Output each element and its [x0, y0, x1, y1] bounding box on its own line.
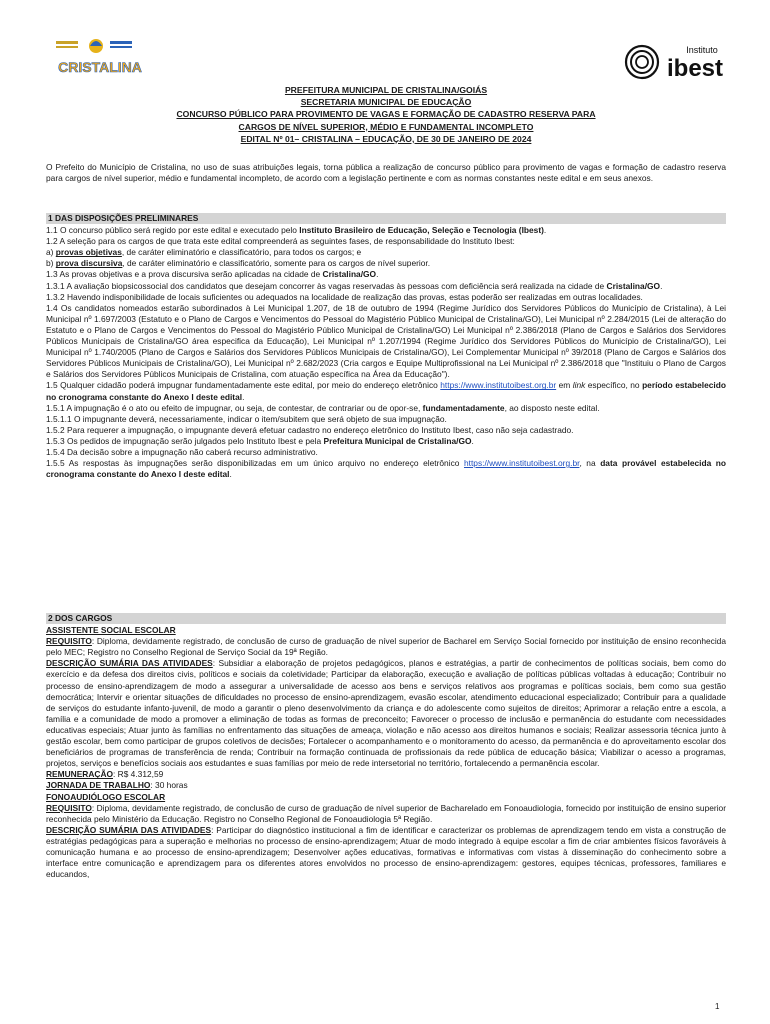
paragraph-1-5-3: 1.5.3 Os pedidos de impugnação serão julgados pelo Instituto Ibest e pela Prefeitura Municipal de Cristalina/GO. — [46, 435, 474, 446]
paragraph-1-5-5: 1.5.5 As respostas às impugnações serão disponibilizadas em um único arquivo no endereço eletrônico https://www.institutoibest.org.br, na data provável estabelecida no cronograma constante do Anexo I deste edital. — [46, 458, 727, 480]
cargo-assistente-social-descricao: DESCRIÇÃO SUMÁRIA DAS ATIVIDADES: Subsidiar a elaboração de projetos pedagógicos, planos e estratégias, a partir de conhecimentos de políticas sociais, bem como do exercício e da defesa dos direitos civis, políticos e sociais da coletividade; Participar da elaboração, execução e avaliação de políticas públicas voltadas à educação; Contribuir no processo de ensino-aprendizagem de modo a assegurar a universalidade de acesso aos bens e serviços relativos aos programas e políticas sociais, bem como sua gestão democrática; Intervir e orientar situações de dificuldades no processo de ensino-aprendizagem, evasão escolar, atendimento educacional especializado; Contribuir para a qualidade de serviços do estudante infanto-juvenil, de modo a garantir o pleno desenvolvimento da criança e do adolescente como sujeitos de direitos; Aprimorar a relação entre a escola, a família e a comunidade de modo a promover a eliminação de todas as formas de preconceito; Favorecer o processo de inclusão e permanência do estudante com necessidades educativas especiais; Atuar junto às famílias no enfrentamento das situações de ameaça, violação e não acesso aos direitos humanos e sociais; Realizar assessoria técnica junto à gestão escolar, bem como participar de grupos coletivos de decisões; Fortalecer o acompanhamento e o monitoramento do acesso, da permanência e do aproveitamento escolar dos beneficiários de programas de transferência de renda; Contribuir na formação continuada de profissionais da rede pública de educação básica; Viabilizar o acesso a programas, projetos, serviços e benefícios sociais aos estudantes e suas famílias por meio de rede intersetorial no território, fortalecendo a permanência escolar. — [46, 658, 726, 769]
paragraph-1-3: 1.3 As provas objetivas e a prova discursiva serão aplicadas na cidade de Cristalina/GO. — [46, 269, 379, 280]
paragraph-1-5-4: 1.5.4 Da decisão sobre a impugnação não caberá recurso administrativo. — [46, 446, 318, 457]
ibest-link-2[interactable]: https://www.institutoibest.org.br — [463, 458, 580, 469]
cargo-fonoaudiologo-descricao: DESCRIÇÃO SUMÁRIA DAS ATIVIDADES: Participar do diagnóstico institucional a fim de identificar e caracterizar os problemas de aprendizagem tendo em vista a construção de estratégias pedagógicas para a superação e melhorias no processo de ensino-aprendizagem; Atuar de modo integrado à equipe escolar a fim de criar ambientes físicos favoráveis à comunicação humana e ao processo de ensino-aprendizagem; Desenvolver ações educativas, formativas e informativas com vistas à disseminação do conhecimento sobre a interface entre comunicação e aprendizagem para os diferentes atores envolvidos no processo de ensino-aprendizagem: gestores, equipes técnicas, professores, familiares e educandos, — [46, 824, 726, 880]
paragraph-1-3-2: 1.3.2 Havendo indisponibilidade de locais suficientes ou adequados na localidade de realização das provas, estas poderão ser realizadas em outras localidades. — [46, 291, 643, 302]
paragraph-1-2-a: a) provas objetivas, de caráter eliminatório e classificatório, para todos os cargos; e — [46, 247, 362, 258]
paragraph-1-2: 1.2 A seleção para os cargos de que trata este edital compreenderá as seguintes fases, de responsabilidade do Instituto Ibest: — [46, 236, 515, 247]
paragraph-1-5-1-1: 1.5.1.1 O impugnante deverá, necessariamente, indicar o item/subitem que será objeto de sua impugnação. — [46, 413, 447, 424]
section-2 — [46, 613, 726, 880]
section-1-title: 1 DAS DISPOSIÇÕES PRELIMINARES — [46, 213, 726, 224]
page-number: 1 — [715, 1002, 720, 1011]
paragraph-1-5: 1.5 Qualquer cidadão poderá impugnar fundamentadamente este edital, por meio do endereço eletrônico https://www.institutoibest.org.br em link específico, no período estabelecido no cronograma constante do Anexo I deste edital. — [46, 380, 726, 402]
section-1 — [46, 213, 726, 480]
paragraph-1-3-1: 1.3.1 A avaliação biopsicossocial dos candidatos que desejam concorrer às vagas reservadas às pessoas com deficiência será realizada na cidade de Cristalina/GO. — [46, 280, 663, 291]
section-2-title: 2 DOS CARGOS — [46, 613, 726, 624]
cargo-assistente-social-remuneracao: REMUNERAÇÃO: R$ 4.312,59 — [46, 769, 164, 780]
header-line-5: EDITAL Nº 01– CRISTALINA – EDUCAÇÃO, DE 30 DE JANEIRO DE 2024 — [240, 133, 532, 144]
ibest-logo — [624, 42, 742, 82]
ibest-link[interactable]: https://www.institutoibest.org.br — [440, 380, 557, 391]
header-line-1: PREFEITURA MUNICIPAL DE CRISTALINA/GOIÁS — [284, 85, 488, 95]
cargo-assistente-social-requisito: REQUISITO: Diploma, devidamente registrado, de conclusão de curso de graduação de nível superior de Bacharel em Serviço Social fornecido por instituição de ensino reconhecida pelo MEC; Registro no Conselho Regional de Serviço Social da 19ª Região. — [46, 636, 726, 658]
paragraph-1-5-1: 1.5.1 A impugnação é o ato ou efeito de impugnar, ou seja, de contestar, de contrariar ou de opor-se, fundamentadamente, ao disposto neste edital. — [46, 402, 600, 413]
cristalina-logo — [52, 36, 148, 80]
paragraph-1-4: 1.4 Os candidatos nomeados estarão subordinados à Lei Municipal 1.207, de 18 de outubro de 1994 (Regime Jurídico dos Servidores Públicos do Município de Cristalina), à Lei Municipal nº 1.697/2003 (Estatuto e o Plano de Cargos e Vencimentos do Pessoal do Magistério Público Municipal de Cristalina/GO), Lei Municipal nº 2.284/2015 (Lei de alteração do Estatuto e o Plano de Cargos e Vencimentos do Pessoal do Magistério Público Municipal de Cristalina/GO) Lei Municipal nº 2.386/2018 (Plano de Cargos e Salários dos Servidores Públicos Municipais de Cristalina/GO área especifica da Educação), Lei Municipal nº 1.207/1994 (Regime Jurídico dos Servidores Públicos do Município de Cristalina/GO), Lei Municipal nº 1.740/2005 (Plano de Cargos e Salários dos Servidores Públicos Municipais de Cristalina/GO), Lei Complementar Municipal nº 39/2018 (Plano de Cargos e Salários dos Servidores Públicos Municipais de Cristalina/GO), Lei Municipal nº 2.682/2023 (Cria cargos e Equipe Multiprofissional na Lei Municipal nº 2.386/2018 que "Instituiu o Plano de Cargos e Salários dos Servidores Públicos Municipais de Cristalina, com atuação específica na Área da Educação"). — [46, 302, 726, 380]
cargo-assistente-social-title: ASSISTENTE SOCIAL ESCOLAR — [46, 625, 176, 636]
cristalina-logo-text: CRISTALINA — [58, 59, 142, 75]
cargo-fonoaudiologo-title: FONOAUDIÓLOGO ESCOLAR — [46, 791, 166, 802]
logo-area — [0, 0, 770, 85]
cargo-assistente-social-jornada: JORNADA DE TRABALHO: 30 horas — [46, 780, 188, 791]
intro-paragraph: O Prefeito do Município de Cristalina, no uso de suas atribuições legais, torna pública a realização de concurso público para provimento de vagas e formação de cadastro reserva para cargos de nível superior, médio e fundamental incompleto, de acordo com a legislação pertinente e com as normas constantes neste edital e em seus anexos. — [46, 162, 726, 184]
header-line-3: CONCURSO PÚBLICO PARA PROVIMENTO DE VAGAS E FORMAÇÃO DE CADASTRO RESERVA PARA — [176, 109, 596, 120]
paragraph-1-5-2: 1.5.2 Para requerer a impugnação, o impugnante deverá efetuar cadastro no endereço eletrônico do Instituto Ibest, caso não seja cadastrado. — [46, 424, 574, 435]
document-header — [46, 84, 726, 145]
header-line-4: CARGOS DE NÍVEL SUPERIOR, MÉDIO E FUNDAMENTAL INCOMPLETO — [238, 121, 534, 132]
ibest-logo-text: ibest — [666, 55, 724, 82]
header-line-2: SECRETARIA MUNICIPAL DE EDUCAÇÃO — [300, 97, 472, 108]
ibest-logo-small-text: Instituto — [686, 45, 718, 55]
cargo-fonoaudiologo-requisito: REQUISITO: Diploma, devidamente registrado, de conclusão de curso de graduação de nível superior de Bacharelado em Fonoaudiologia, fornecido por instituição de ensino superior reconhecida pelo Ministério da Educação. Registro no Conselho Regional de Fonoaudiologia 5ª Região. — [46, 802, 726, 824]
paragraph-1-2-b: b) prova discursiva, de caráter eliminatório e classificatório, somente para os cargos de nível superior. — [46, 258, 431, 269]
paragraph-1-1: 1.1 O concurso público será regido por este edital e executado pelo Instituto Brasileiro de Educação, Seleção e Tecnologia (Ibest). — [46, 225, 547, 236]
